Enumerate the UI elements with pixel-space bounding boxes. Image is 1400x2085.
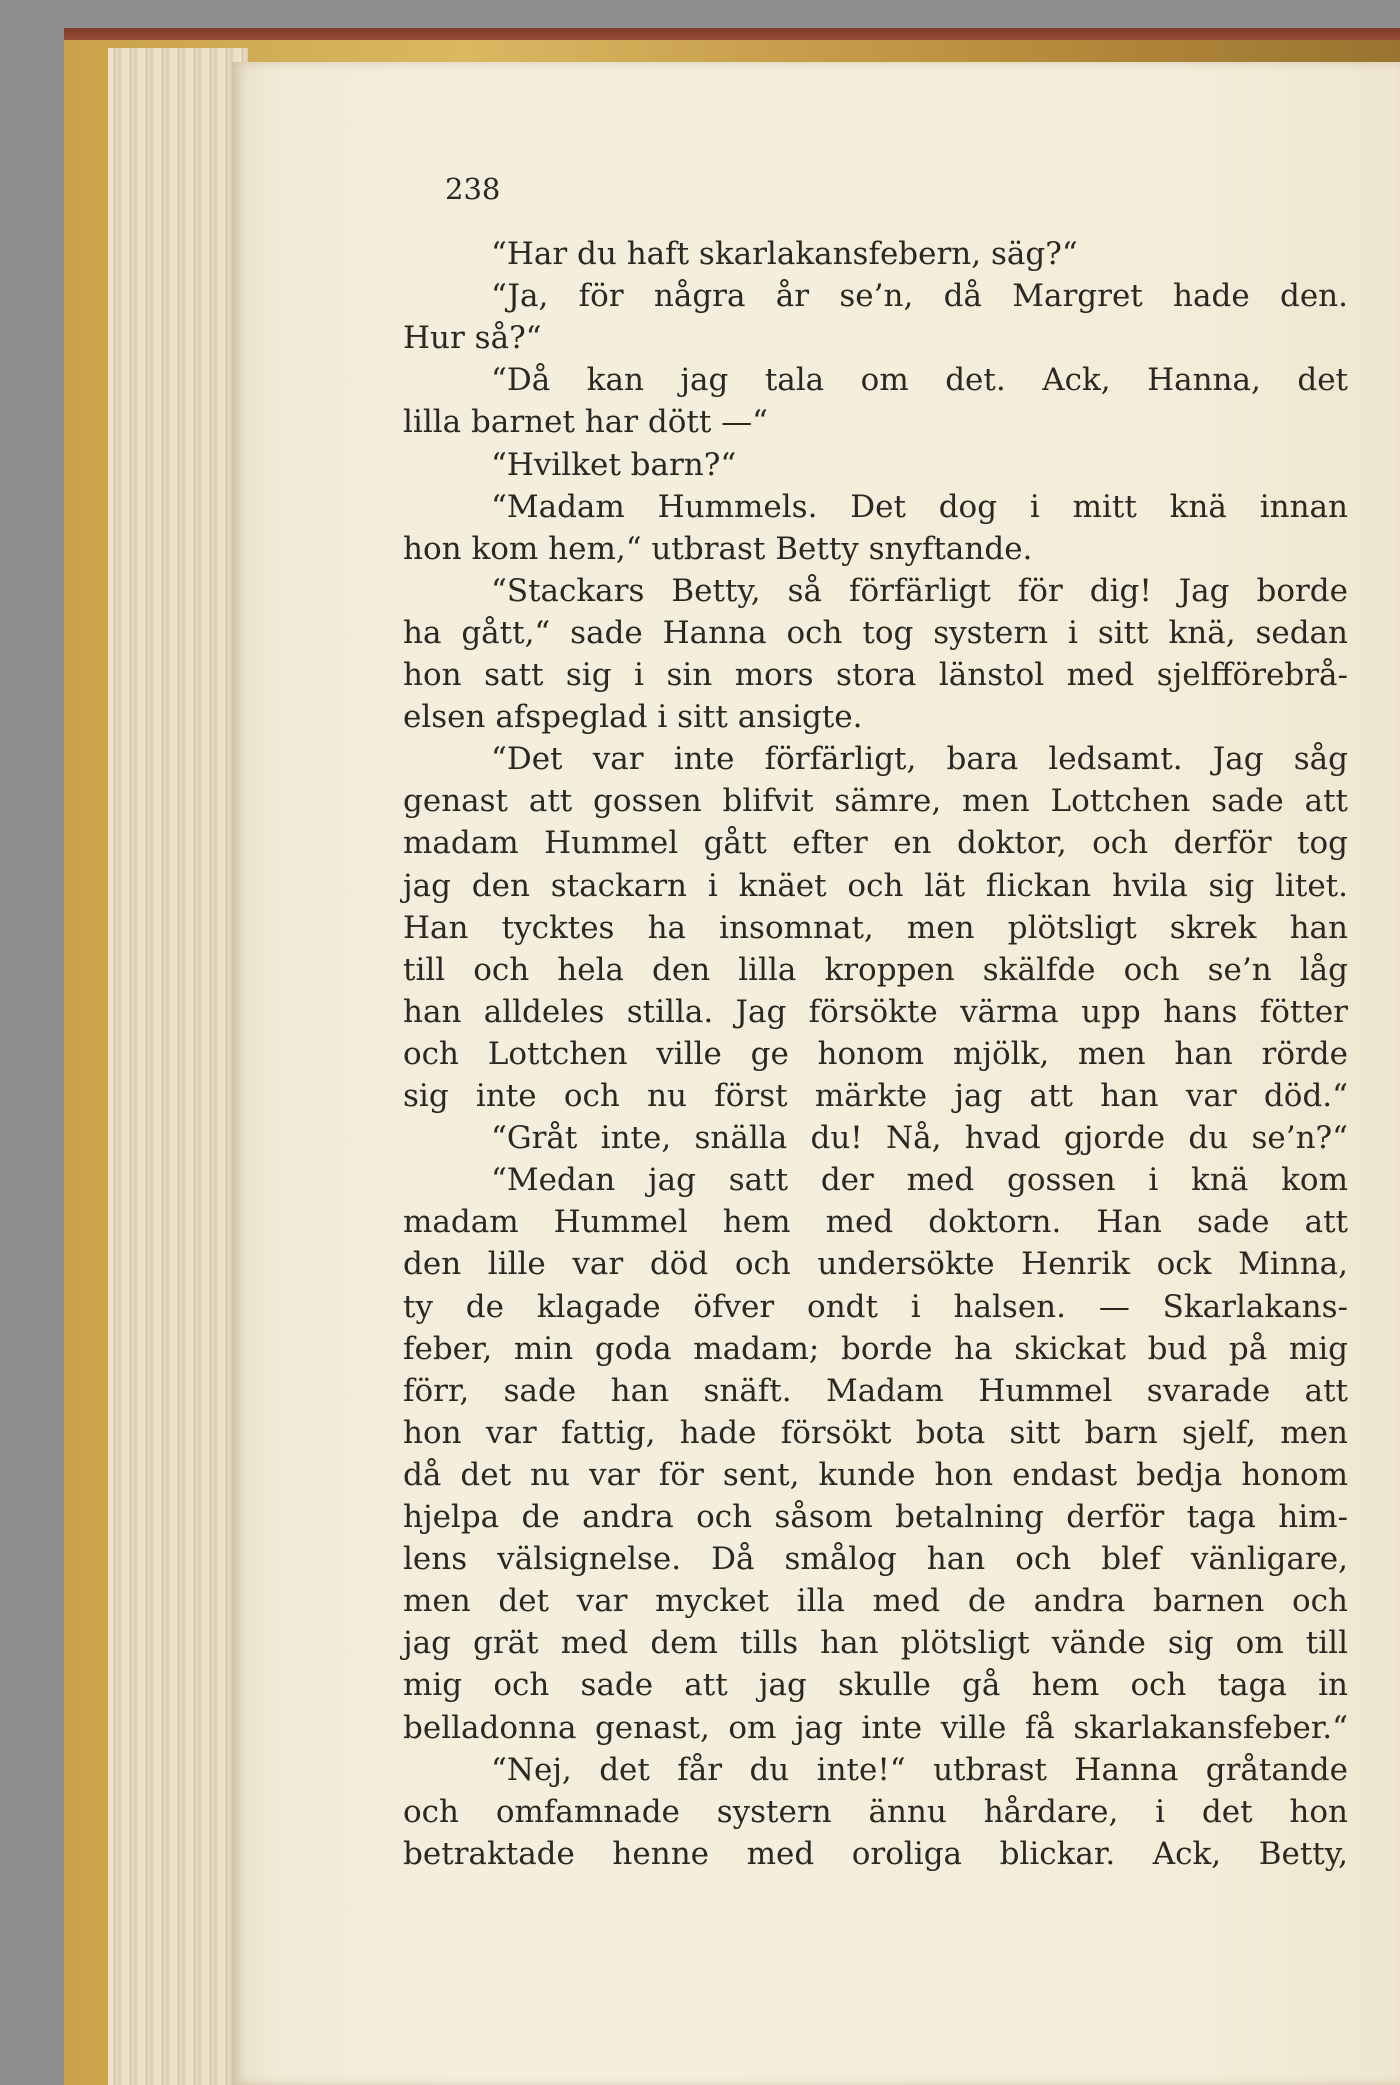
text-line: då det nu var för sent, kunde hon endast bedja honom [403, 1456, 1348, 1493]
text-line: “Har du haft skarlakansfebern, säg?“ [491, 236, 1078, 272]
text-line: betraktade henne med oroliga blickar. Ack, Betty, [403, 1835, 1348, 1872]
text-line: madam Hummel gått efter en doktor, och derför tog [403, 825, 1348, 862]
text-line: hon satt sig i sin mors stora länstol med sjelfförebrå- [403, 657, 1348, 693]
text-line: ha gått,“ sade Hanna och tog systern i sitt knä, sedan [403, 614, 1348, 651]
text-line: elsen afspeglad i sitt ansigte. [403, 699, 863, 736]
text-line: “Gråt inte, snälla du! Nå, hvad gjorde du se’n?“ [491, 1120, 1348, 1157]
text-line: och Lottchen ville ge honom mjölk, men han rörde [403, 1035, 1348, 1072]
text-line: lilla barnet har dött —“ [403, 404, 769, 441]
text-line: men det var mycket illa med de andra barnen och [403, 1583, 1348, 1620]
text-line: sig inte och nu först märkte jag att han var död.“ [403, 1078, 1348, 1114]
text-line: “Då kan jag tala om det. Ack, Hanna, det [491, 362, 1348, 399]
text-line: belladonna genast, om jag inte ville få skarlakansfeber.“ [403, 1709, 1348, 1746]
page-number: 238 [445, 172, 501, 206]
text-line: genast att gossen blifvit sämre, men Lottchen sade att [403, 783, 1348, 820]
text-line: “Det var inte förfärligt, bara ledsamt. Jag såg [491, 741, 1348, 778]
text-line: hon kom hem,“ utbrast Betty snyftande. [403, 530, 1033, 567]
text-line: och omfamnade systern ännu hårdare, i det hon [403, 1793, 1348, 1830]
text-line: “Ja, för några år se’n, då Margret hade den. [491, 278, 1348, 315]
text-line: ty de klagade öfver ondt i halsen. — Skarlakans- [403, 1288, 1348, 1325]
text-line: lens välsignelse. Då smålog han och blef vänligare, [403, 1541, 1348, 1578]
text-line: jag den stackarn i knäet och lät flickan hvila sig litet. [403, 867, 1348, 904]
text-line: “Medan jag satt der med gossen i knä kom [491, 1162, 1348, 1199]
text-line: jag grät med dem tills han plötsligt vände sig om till [403, 1625, 1348, 1662]
text-line: madam Hummel hem med doktorn. Han sade att [403, 1204, 1348, 1241]
text-line: “Nej, det får du inte!“ utbrast Hanna gråtande [491, 1751, 1348, 1788]
text-line: Hur så?“ [403, 320, 542, 357]
text-line: han alldeles stilla. Jag försökte värma upp hans fötter [403, 993, 1348, 1030]
text-line: förr, sade han snäft. Madam Hummel svarade att [403, 1372, 1348, 1409]
text-line: Han tycktes ha insomnat, men plötsligt skrek han [403, 909, 1348, 946]
text-line: till och hela den lilla kroppen skälfde och se’n låg [403, 951, 1348, 988]
text-line: hon var fattig, hade försökt bota sitt barn sjelf, men [403, 1414, 1348, 1451]
text-line: hjelpa de andra och såsom betalning derför taga him- [403, 1499, 1348, 1535]
text-line: “Hvilket barn?“ [491, 446, 737, 483]
text-line: “Madam Hummels. Det dog i mitt knä innan [491, 488, 1348, 525]
text-line: den lille var död och undersökte Henrik ock Minna, [403, 1246, 1348, 1283]
text-line: feber, min goda madam; borde ha skickat bud på mig [403, 1330, 1348, 1367]
page-edges [108, 48, 248, 2085]
text-line: mig och sade att jag skulle gå hem och taga in [403, 1667, 1348, 1704]
text-line: “Stackars Betty, så förfärligt för dig! Jag borde [491, 572, 1348, 609]
